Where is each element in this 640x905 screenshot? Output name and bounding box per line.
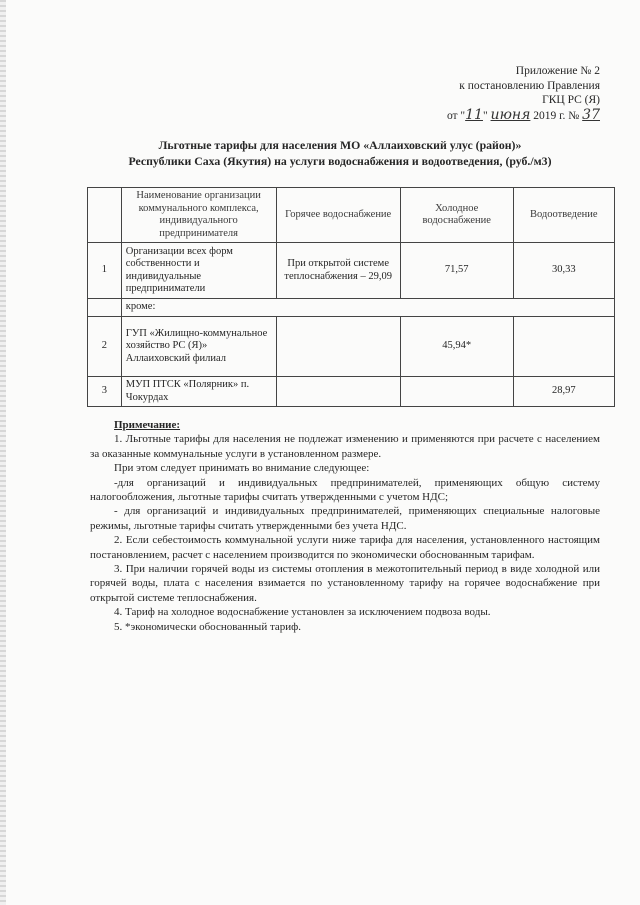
except-empty bbox=[88, 299, 122, 317]
table-row-except bbox=[88, 299, 615, 317]
row-wastewater: 28,97 bbox=[513, 377, 614, 407]
row-hot-water bbox=[276, 317, 400, 377]
note-paragraph: 1. Льготные тарифы для населения не подлежат изменению и применяются при расчете с населением за оказанные коммунальные услуги в установленном размере. bbox=[90, 433, 600, 460]
title-line-2: Республики Саха (Якутия) на услуги водоснабжения и водоотведения, (руб./м3) bbox=[128, 154, 552, 168]
row-org: Организации всех форм собственности и индивидуальные предприниматели bbox=[121, 243, 276, 299]
board-label: ГКЦ РС (Я) bbox=[542, 94, 600, 106]
header-hot-water: Горячее водоснабжение bbox=[276, 188, 400, 243]
note-paragraph: - для организаций и индивидуальных предпринимателей, применяющих специальные налоговые режимы, льготные тарифы считать утвержденными без учета НДС. bbox=[90, 505, 600, 532]
date-month: июня bbox=[490, 106, 531, 123]
approval-block bbox=[360, 64, 600, 123]
note-paragraph: 3. При наличии горячей воды из системы отопления в межотопительный период в виде холодной или горячей воды, плата с населения взимается по установленному тарифу на горячее водоснабжение при открытой системе теплоснабжения. bbox=[90, 563, 600, 604]
resolution-label: к постановлению Правления bbox=[459, 79, 600, 92]
row-cold-water bbox=[400, 377, 513, 407]
header-wastewater: Водоотведение bbox=[513, 188, 614, 243]
title-line-1: Льготные тарифы для населения МО «Аллаиховский улус (район)» bbox=[158, 138, 522, 152]
document-title bbox=[90, 137, 590, 169]
row-num: 1 bbox=[88, 243, 122, 299]
row-wastewater bbox=[513, 317, 614, 377]
row-cold-water: 45,94* bbox=[400, 317, 513, 377]
date-day: 11 bbox=[465, 106, 483, 123]
date-prefix: от " bbox=[446, 109, 466, 122]
row-org: МУП ПТСК «Полярник» п. Чокурдах bbox=[121, 377, 276, 407]
resolution-number: 37 bbox=[582, 106, 600, 123]
header-num bbox=[88, 188, 122, 243]
table-row bbox=[88, 377, 615, 407]
note-paragraph: -для организаций и индивидуальных предпринимателей, применяющих общую систему налогообложения, льготные тарифы считать утвержденными с учетом НДС; bbox=[90, 476, 600, 504]
date-line bbox=[360, 108, 600, 124]
notes-title: Примечание: bbox=[114, 419, 181, 431]
date-mid: " bbox=[482, 109, 491, 122]
row-cold-water: 71,57 bbox=[400, 243, 513, 299]
header-cold-water: Холодное водоснабжение bbox=[400, 188, 513, 243]
table-header-row bbox=[88, 188, 615, 243]
note-paragraph: 4. Тариф на холодное водоснабжение установлен за исключением подвоза воды. bbox=[114, 606, 491, 619]
table-row bbox=[88, 317, 615, 377]
except-label: кроме: bbox=[121, 299, 614, 317]
note-paragraph: При этом следует принимать во внимание следующее: bbox=[114, 462, 370, 475]
row-org: ГУП «Жилищно-коммунальное хозяйство РС (Я)» Аллаиховский филиал bbox=[121, 317, 276, 377]
note-paragraph: 2. Если себестоимость коммунальной услуги ниже тарифа для населения, установленного настоящим постановлением, расчет с населением производится по экономически обоснованным тарифам. bbox=[90, 534, 600, 561]
header-org: Наименование организации коммунального комплекса, индивидуального предпринимателя bbox=[121, 188, 276, 243]
appendix-label: Приложение № 2 bbox=[515, 65, 600, 77]
row-hot-water: При открытой системе теплоснабжения – 29,09 bbox=[276, 243, 400, 299]
note-paragraph: 5. *экономически обоснованный тариф. bbox=[114, 620, 302, 633]
row-num: 3 bbox=[88, 377, 122, 407]
tariff-table bbox=[87, 187, 615, 407]
table-row bbox=[88, 243, 615, 299]
row-hot-water bbox=[276, 377, 400, 407]
date-suffix: 2019 г. № bbox=[530, 109, 583, 122]
row-wastewater: 30,33 bbox=[513, 243, 614, 299]
scan-edge bbox=[0, 0, 6, 905]
row-num: 2 bbox=[88, 317, 122, 377]
notes-section bbox=[90, 418, 600, 634]
